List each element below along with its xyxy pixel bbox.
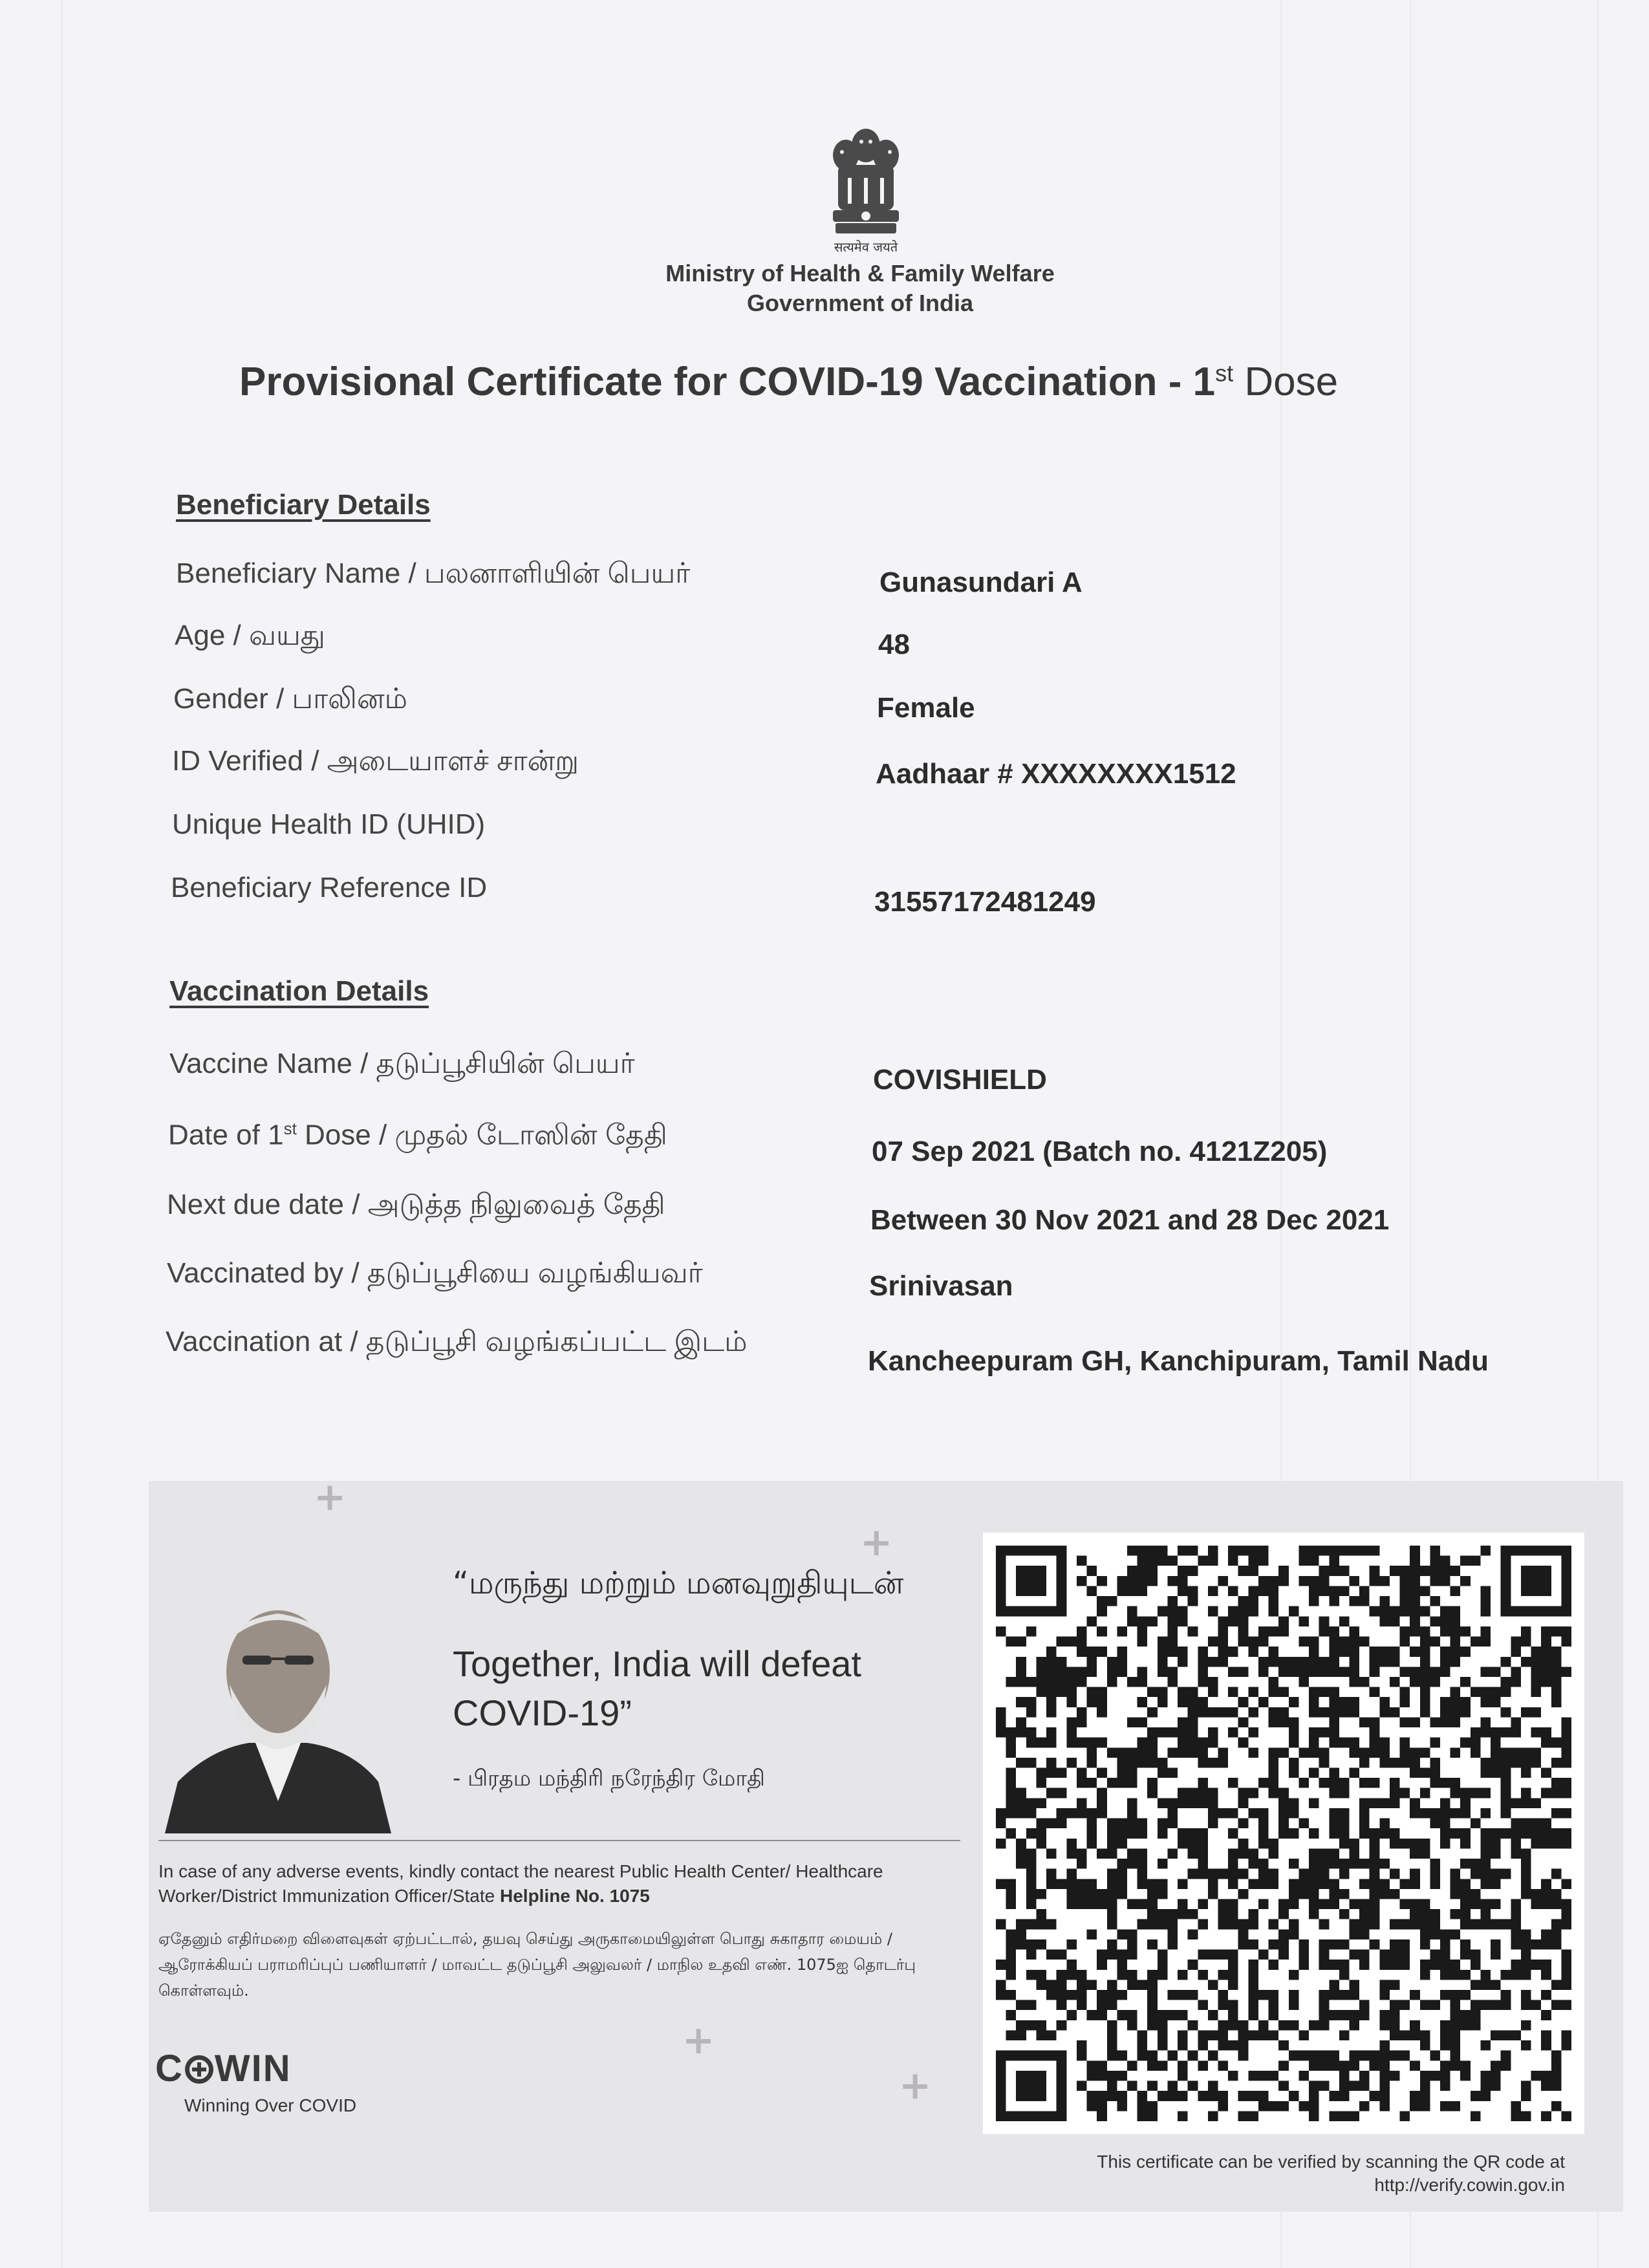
government-name: Government of India [746, 290, 974, 316]
next-due-date-label: Next due date / அடுத்த நிலுவைத் தேதி [167, 1189, 665, 1220]
vaccinated-by-value: Srinivasan [869, 1270, 1013, 1302]
ministry-heading [595, 259, 1125, 318]
age-label: Age / வயது [175, 620, 325, 651]
qr-note-url: http://verify.cowin.gov.in [1374, 2175, 1565, 2195]
national-emblem-icon [819, 113, 913, 252]
helpline-notice-tamil: ஏதேனும் எதிர்மறை விளைவுகள் ஏற்பட்டால், தயவு செய்து அருகாமையிலுள்ள பொது சுகாதார மையம் / ஆரோக்கியப் பராமரிப்புப் பணியாளர் / மாவட்ட தடுப்பூசி அலுவலர் / மாநில உதவி எண். 1075ஐ தொடர்பு கொள்ளவும். [158, 1930, 916, 2000]
vaccine-name-value: COVISHIELD [873, 1064, 1047, 1096]
vaccination-at-label: Vaccination at / தடுப்பூசி வழங்கப்பட்ட இடம் [166, 1326, 748, 1357]
prime-minister-portrait [158, 1588, 398, 1833]
plus-decoration-icon: + [682, 2018, 715, 2063]
scan-streak [61, 0, 63, 2268]
vaccination-at-value: Kancheepuram GH, Kanchipuram, Tamil Nadu [868, 1345, 1489, 1377]
first-dose-label-post: Dose / முதல் டோஸின் தேதி [296, 1119, 667, 1151]
quote-tamil: “மருந்து மற்றும் மனவுறுதியுடன் [453, 1565, 904, 1601]
beneficiary-name-label: Beneficiary Name / பலனாளியின் பெயர் [176, 557, 691, 589]
helpline-number: Helpline No. 1075 [500, 1886, 650, 1906]
plus-decoration-icon: + [899, 2063, 932, 2108]
reference-id-value: 31557172481249 [874, 886, 1096, 918]
first-dose-label-pre: Date of 1 [168, 1119, 284, 1151]
vaccine-name-label: Vaccine Name / தடுப்பூசியின் பெயர் [169, 1048, 635, 1079]
plus-decoration-icon: + [314, 1474, 347, 1520]
certificate-title [239, 359, 1481, 405]
helpline-notice-english [158, 1859, 973, 1908]
title-ordinal: st [1215, 360, 1234, 387]
emblem-motto: सत्यमेव जयते [834, 239, 898, 255]
vaccination-details-heading: Vaccination Details [169, 975, 429, 1007]
qr-code-icon [996, 1546, 1571, 2121]
quote-english: Together, India will defeat COVID-19” [453, 1643, 861, 1733]
first-dose-date-label [168, 1119, 667, 1156]
banner-divider [158, 1840, 960, 1841]
gender-value: Female [877, 692, 975, 724]
beneficiary-details-heading: Beneficiary Details [176, 489, 431, 521]
helpline-text: In case of any adverse events, kindly contact the nearest Public Health Center/ Healthcare Worker/District Immunization Officer/State [158, 1861, 883, 1906]
gender-label: Gender / பாலினம் [173, 683, 408, 715]
next-due-date-value: Between 30 Nov 2021 and 28 Dec 2021 [870, 1204, 1390, 1236]
qr-verification-note [938, 2150, 1565, 2197]
uhid-label: Unique Health ID (UHID) [172, 808, 486, 840]
id-verified-label: ID Verified / அடையாளச் சான்று [172, 745, 579, 777]
first-dose-date-value: 07 Sep 2021 (Batch no. 4121Z205) [872, 1136, 1328, 1167]
cowin-plus-o-icon [185, 2055, 213, 2084]
reference-id-label: Beneficiary Reference ID [171, 872, 488, 903]
cowin-logo-c: C [155, 2047, 184, 2090]
cowin-tagline: Winning Over COVID [184, 2095, 357, 2115]
age-value: 48 [878, 629, 910, 660]
verification-qr-code [983, 1533, 1584, 2134]
cowin-logo-rest: WIN [214, 2047, 292, 2090]
title-dose: Dose [1244, 360, 1339, 404]
ministry-name: Ministry of Health & Family Welfare [665, 260, 1055, 286]
title-main: Provisional Certificate for COVID-19 Vaccination - 1 [239, 360, 1216, 404]
vaccinated-by-label: Vaccinated by / தடுப்பூசியை வழங்கியவர் [167, 1257, 703, 1289]
quote-attribution: - பிரதம மந்திரி நரேந்திர மோதி [453, 1766, 765, 1791]
plus-decoration-icon: + [860, 1520, 893, 1565]
id-verified-value: Aadhaar # XXXXXXXX1512 [876, 758, 1236, 790]
cowin-logo [155, 2047, 292, 2090]
qr-note-line1: This certificate can be verified by scanning the QR code at [1097, 2152, 1565, 2172]
beneficiary-name-value: Gunasundari A [879, 567, 1083, 598]
first-dose-label-ordinal: st [283, 1119, 297, 1138]
